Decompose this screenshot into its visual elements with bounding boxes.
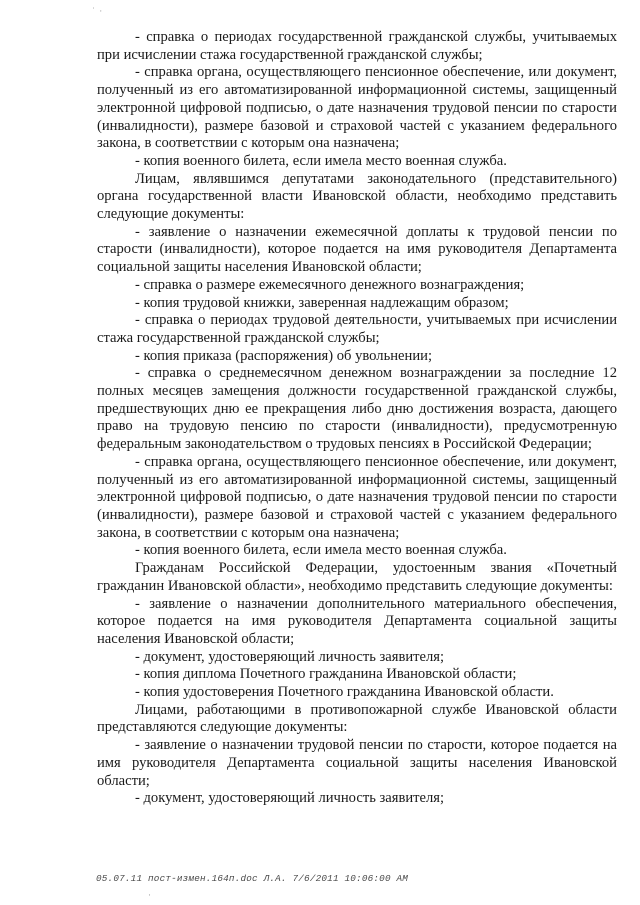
document-body xyxy=(97,29,617,808)
paragraph: - заявление о назначении дополнительного материального обеспечения, которое подается на имя руководителя Департамента социальной защиты населения Ивановской области; xyxy=(97,595,617,647)
paragraph: - копия диплома Почетного гражданина Ивановской области; xyxy=(135,666,517,683)
paragraph: Лицам, являвшимся депутатами законодательного (представительного) органа государственной власти Ивановской области, необходимо представить следующие документы: xyxy=(97,170,617,223)
paragraph: - копия удостоверения Почетного гражданина Ивановской области. xyxy=(135,684,554,701)
paragraph: - справка о периодах трудовой деятельности, учитываемых при исчислении стажа государственной гражданской службы; xyxy=(97,312,617,346)
paragraph: - копия военного билета, если имела место военная служба. xyxy=(135,152,507,169)
paragraph: Лицами, работающими в противопожарной службе Ивановской области представляются следующие документы: xyxy=(97,701,617,736)
paragraph: - справка о размере ежемесячного денежного вознаграждения; xyxy=(135,276,525,293)
paragraph: - документ, удостоверяющий личность заявителя; xyxy=(135,648,445,665)
paragraph: Гражданам Российской Федерации, удостоенным звания «Почетный гражданин Ивановской области», необходимо представить следующие документы: xyxy=(97,560,617,594)
scan-mark-bottom: · xyxy=(148,890,151,900)
paragraph: - копия военного билета, если имела место военная служба. xyxy=(135,542,507,559)
paragraph: - справка органа, осуществляющего пенсионное обеспечение, или документ, полученный из его автоматизированной информационной системы, защищенный электронной цифровой подписью, о дате назначения трудовой пенсии по старости (инвалидности), размере базовой и страховой частей с указанием федерального закона, в соответствии с которым она назначена; xyxy=(97,64,617,152)
paragraph: - документ, удостоверяющий личность заявителя; xyxy=(135,790,445,807)
paragraph: - заявление о назначении ежемесячной доплаты к трудовой пенсии по старости (инвалидности), которое подается на имя руководителя Департамента социальной защиты населения Ивановской области; xyxy=(97,223,617,276)
document-footer: 05.07.11 пост-измен.164п.doc Л.А. 7/6/2011 10:06:00 AM xyxy=(96,873,409,884)
paragraph: - заявление о назначении трудовой пенсии по старости, которое подается на имя руководителя Департамента социальной защиты населения Ивановской области; xyxy=(97,737,617,789)
paragraph: - справка органа, осуществляющего пенсионное обеспечение, или документ, полученный из его автоматизированной информационной системы, защищенный электронной цифровой подписью, о дате назначения трудовой пенсии по старости (инвалидности), размере базовой и страховой частей с указанием федерального закона, в соответствии с которым она назначена; xyxy=(97,453,617,541)
paragraph: - копия приказа (распоряжения) об увольнении; xyxy=(135,347,432,364)
paragraph: - справка о среднемесячном денежном вознаграждении за последние 12 полных месяцев замещения должности государственной гражданской службы, предшествующих дню ее прекращения либо дню достижения возраста, дающего право на трудовую пенсию по старости (инвалидности), предусмотренную федеральным законодательством о трудовых пенсиях в Российской Федерации; xyxy=(97,365,617,453)
paragraph: - копия трудовой книжки, заверенная надлежащим образом; xyxy=(135,294,509,311)
scan-mark: ˙ · xyxy=(92,6,104,16)
paragraph: - справка о периодах государственной гражданской службы, учитываемых при исчислении стажа государственной гражданской службы; xyxy=(97,29,617,63)
